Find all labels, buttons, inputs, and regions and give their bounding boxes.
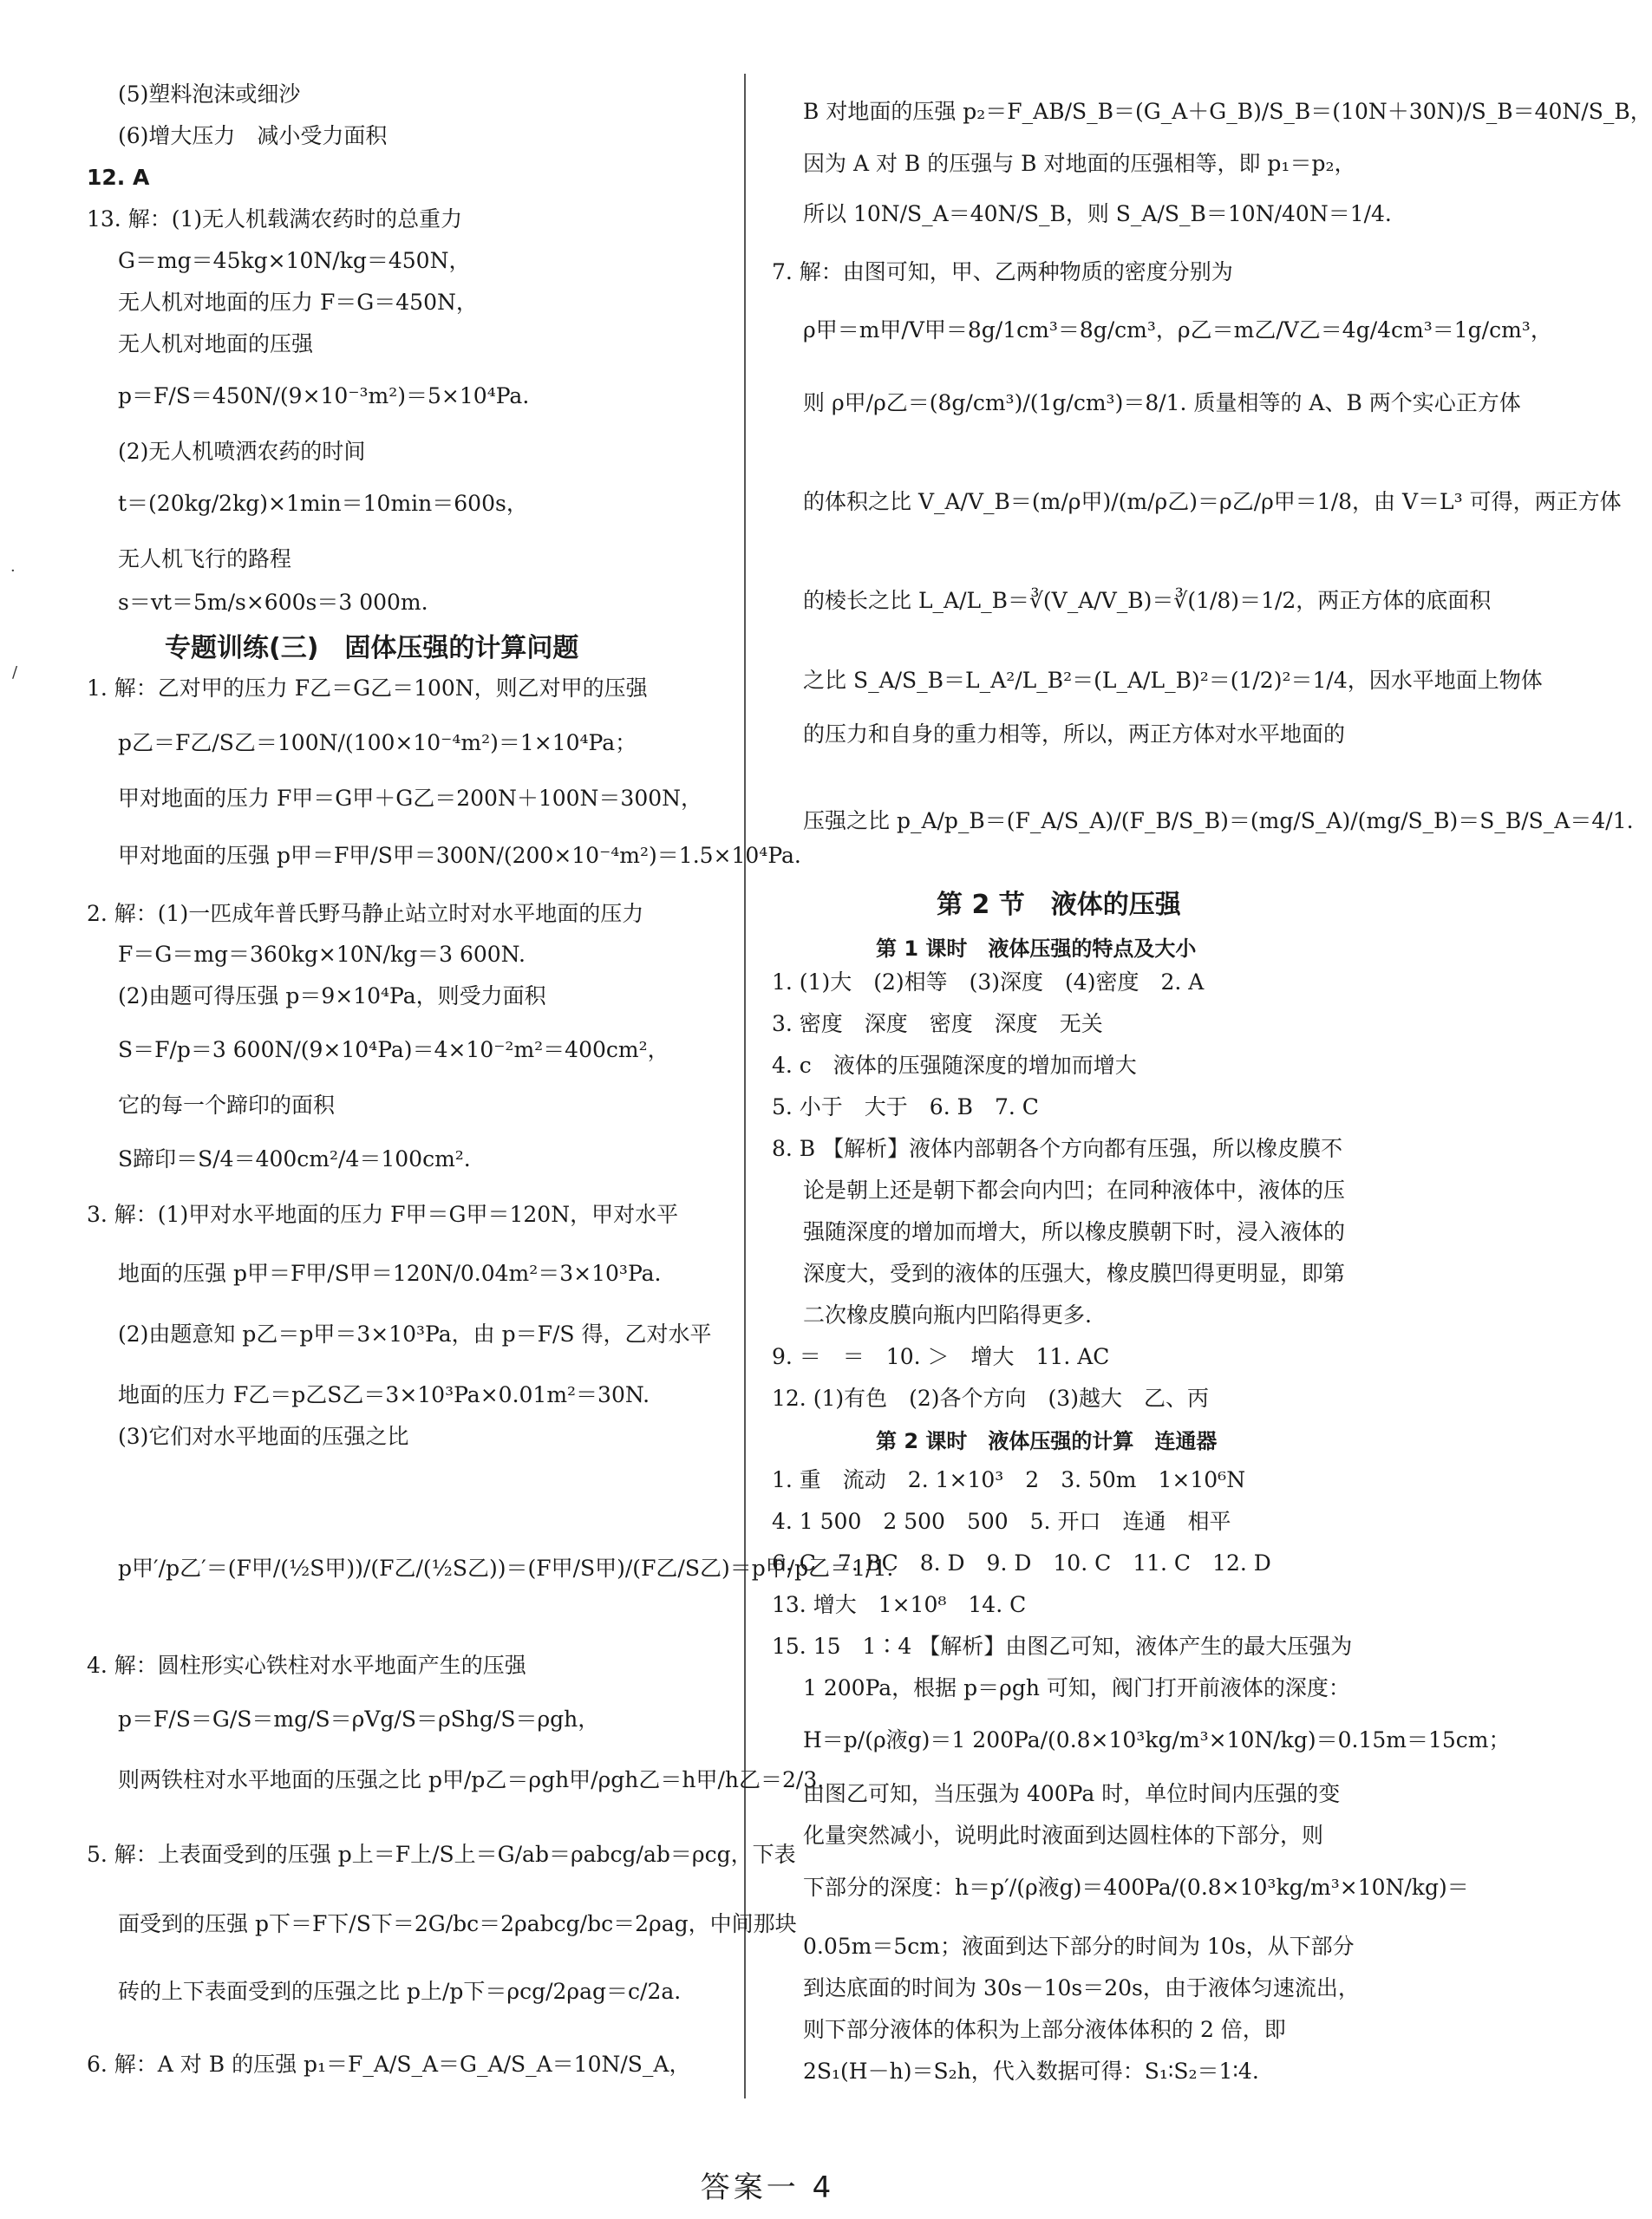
answer-line: 的压力和自身的重力相等，所以，两正方体对水平地面的	[803, 721, 1346, 747]
left-column	[87, 80, 894, 2135]
answer-line: 12. A	[87, 165, 150, 190]
lesson-title: 第 1 课时 液体压强的特点及大小	[876, 937, 1197, 961]
answer-line: 到达底面的时间为 30s－10s＝20s，由于液体匀速流出，	[803, 1975, 1360, 2000]
lesson-title: 第 2 课时 液体压强的计算 连通器	[876, 1429, 1218, 1453]
formula-line: 压强之比 p_A/p_B＝(F_A/S_A)/(F_B/S_B)＝(mg/S_A)/(mg/S_B)＝S_B/S_A＝4/1.	[803, 808, 1634, 833]
answer-line: 无人机飞行的路程	[118, 546, 292, 571]
answer-line: 无人机对地面的压力 F＝G＝450N，	[118, 290, 478, 315]
answer-line: 1. 解：乙对甲的压力 F乙＝G乙＝100N，则乙对甲的压强	[87, 675, 648, 701]
answer-line: 则下部分液体的体积为上部分液体体积的 2 倍，即	[803, 2017, 1286, 2042]
answer-line: 甲对地面的压力 F甲＝G甲＋G乙＝200N＋100N＝300N，	[118, 786, 703, 811]
formula-line: 下部分的深度：h＝p′/(ρ液g)＝400Pa/(0.8×10³kg/m³×10N/kg)＝	[803, 1875, 1469, 1900]
answer-line: F＝G＝mg＝360kg×10N/kg＝3 600N.	[118, 942, 526, 967]
formula-line: 则两铁柱对水平地面的压强之比 p甲/p乙＝ρgh甲/ρgh乙＝h甲/h乙＝2/3.	[118, 1767, 825, 1792]
formula-line: 5. 解：上表面受到的压强 p上＝F上/S上＝G/ab＝ρabcg/ab＝ρcg，下表	[87, 1842, 796, 1867]
answer-line: 1. 重 流动 2. 1×10³ 2 3. 50m 1×10⁶N	[772, 1467, 1246, 1492]
answer-line: 强随深度的增加而增大，所以橡皮膜朝下时，浸入液体的	[803, 1219, 1346, 1244]
answer-line: (5)塑料泡沫或细沙	[118, 82, 301, 107]
formula-line: S蹄印＝S/4＝400cm²/4＝100cm².	[118, 1146, 471, 1172]
answer-line: 它的每一个蹄印的面积	[118, 1093, 336, 1118]
answer-line: 0.05m＝5cm；液面到达下部分的时间为 10s，从下部分	[803, 1934, 1355, 1959]
answer-line: 4. 1 500 2 500 500 5. 开口 连通 相平	[772, 1509, 1231, 1534]
answer-line: s＝vt＝5m/s×600s＝3 000m.	[118, 590, 428, 615]
formula-line: t＝(20kg/2kg)×1min＝10min＝600s，	[118, 491, 528, 516]
answer-line: 13. 解：(1)无人机载满农药时的总重力	[87, 206, 463, 232]
answer-line: 论是朝上还是朝下都会向内凹；在同种液体中，液体的压	[803, 1178, 1346, 1203]
formula-line: 则 ρ甲/ρ乙＝(8g/cm³)/(1g/cm³)＝8/1. 质量相等的 A、B 两个实心正方体	[803, 390, 1521, 415]
answer-line: (2)无人机喷洒农药的时间	[118, 439, 366, 464]
formula-line: 地面的压强 p甲＝F甲/S甲＝120N/0.04m²＝3×10³Pa.	[118, 1261, 662, 1286]
answer-line: 13. 增大 1×10⁸ 14. C	[772, 1592, 1027, 1617]
answer-line: 1. (1)大 (2)相等 (3)深度 (4)密度 2. A	[772, 969, 1205, 995]
answer-line: (2)由题可得压强 p＝9×10⁴Pa，则受力面积	[118, 983, 546, 1008]
answer-line: 2S₁(H－h)＝S₂h，代入数据可得：S₁∶S₂＝1∶4.	[803, 2059, 1259, 2084]
answer-line: 5. 小于 大于 6. B 7. C	[772, 1094, 1039, 1119]
formula-line: H＝p/(ρ液g)＝1 200Pa/(0.8×10³kg/m³×10N/kg)＝0.15m＝15cm；	[803, 1727, 1511, 1752]
formula-line: 之比 S_A/S_B＝L_A²/L_B²＝(L_A/L_B)²＝(1/2)²＝1/4，因水平地面上物体	[803, 668, 1543, 693]
answer-line: 12. (1)有色 (2)各个方向 (3)越大 乙、丙	[772, 1386, 1209, 1411]
formula-line: p＝F/S＝G/S＝mg/S＝ρVg/S＝ρShg/S＝ρgh，	[118, 1707, 600, 1732]
answer-line: 化量突然减小，说明此时液面到达圆柱体的下部分，则	[803, 1823, 1324, 1848]
formula-line: 的体积之比 V_A/V_B＝(m/ρ甲)/(m/ρ乙)＝ρ乙/ρ甲＝1/8，由 V＝L³ 可得，两正方体	[803, 489, 1622, 514]
answer-line: 7. 解：由图可知，甲、乙两种物质的密度分别为	[772, 259, 1233, 284]
answer-line: 深度大，受到的液体的压强大，橡皮膜凹得更明显，即第	[803, 1261, 1346, 1286]
formula-line: p乙＝F乙/S乙＝100N/(100×10⁻⁴m²)＝1×10⁴Pa；	[118, 730, 637, 755]
formula-line: ρ甲＝m甲/V甲＝8g/1cm³＝8g/cm³，ρ乙＝m乙/V乙＝4g/4cm³＝1g/cm³，	[803, 317, 1552, 343]
formula-line: 的棱长之比 L_A/L_B＝∛(V_A/V_B)＝∛(1/8)＝1/2，两正方体的底面积	[803, 588, 1492, 613]
section-title: 第 2 节 液体的压强	[937, 890, 1181, 920]
answer-line: 2. 解：(1)一匹成年普氏野马静止站立时对水平地面的压力	[87, 901, 644, 926]
formula-line: p＝F/S＝450N/(9×10⁻³m²)＝5×10⁴Pa.	[118, 383, 530, 408]
formula-line: B 对地面的压强 p₂＝F_AB/S_B＝(G_A＋G_B)/S_B＝(10N＋30N)/S_B＝40N/S_B，	[803, 99, 1652, 124]
answer-line: 因为 A 对 B 的压强与 B 对地面的压强相等，即 p₁＝p₂，	[803, 151, 1356, 176]
formula-line: 地面的压力 F乙＝p乙S乙＝3×10³Pa×0.01m²＝30N.	[118, 1382, 650, 1407]
answer-line: 6. C 7. BC 8. D 9. D 10. C 11. C 12. D	[772, 1550, 1271, 1576]
section-title: 专题训练(三) 固体压强的计算问题	[165, 633, 579, 663]
formula-line: 甲对地面的压强 p甲＝F甲/S甲＝300N/(200×10⁻⁴m²)＝1.5×10⁴Pa.	[118, 843, 801, 868]
formula-line: p甲′/p乙′＝(F甲/(½S甲))/(F乙/(½S乙))＝(F甲/S甲)/(F乙/S乙)＝p甲/p乙＝1/1.	[118, 1556, 894, 1581]
answer-line: 由图乙可知，当压强为 400Pa 时，单位时间内压强的变	[803, 1781, 1341, 1806]
formula-line: 面受到的压强 p下＝F下/S下＝2G/bc＝2ρabcg/bc＝2ρag，中间那块	[118, 1911, 797, 1936]
margin-mark: /	[12, 663, 18, 682]
margin-mark: ·	[10, 562, 16, 580]
answer-line: 4. c 液体的压强随深度的增加而增大	[772, 1053, 1137, 1078]
page-footer: 答案一 4	[700, 2170, 835, 2205]
answer-line: G＝mg＝45kg×10N/kg＝450N，	[118, 248, 471, 273]
formula-line: (2)由题意知 p乙＝p甲＝3×10³Pa，由 p＝F/S 得，乙对水平	[118, 1322, 712, 1347]
answer-line: 二次橡皮膜向瓶内凹陷得更多.	[803, 1302, 1092, 1328]
answer-line: 15. 15 1∶4 【解析】由图乙可知，液体产生的最大压强为	[772, 1634, 1353, 1659]
right-column	[772, 80, 1652, 2135]
answer-line: 1 200Pa，根据 p＝ρgh 可知，阀门打开前液体的深度：	[803, 1675, 1350, 1700]
formula-line: 砖的上下表面受到的压强之比 p上/p下＝ρcg/2ρag＝c/2a.	[118, 1979, 682, 2004]
answer-line: (3)它们对水平地面的压强之比	[118, 1424, 409, 1449]
answer-line: 3. 解：(1)甲对水平地面的压力 F甲＝G甲＝120N，甲对水平	[87, 1202, 679, 1227]
answer-line: 4. 解：圆柱形实心铁柱对水平地面产生的压强	[87, 1653, 526, 1678]
answer-line: 9. ＝ ＝ 10. ＞ 增大 11. AC	[772, 1344, 1110, 1369]
answer-line: 无人机对地面的压强	[118, 331, 314, 356]
answer-line: (6)增大压力 减小受力面积	[118, 123, 388, 148]
answer-line: 3. 密度 深度 密度 深度 无关	[772, 1011, 1103, 1036]
answer-line: 8. B 【解析】液体内部朝各个方向都有压强，所以橡皮膜不	[772, 1136, 1343, 1161]
formula-line: S＝F/p＝3 600N/(9×10⁴Pa)＝4×10⁻²m²＝400cm²，	[118, 1037, 669, 1062]
formula-line: 所以 10N/S_A＝40N/S_B，则 S_A/S_B＝10N/40N＝1/4.	[803, 201, 1392, 226]
formula-line: 6. 解：A 对 B 的压强 p₁＝F_A/S_A＝G_A/S_A＝10N/S_A，	[87, 2052, 691, 2077]
